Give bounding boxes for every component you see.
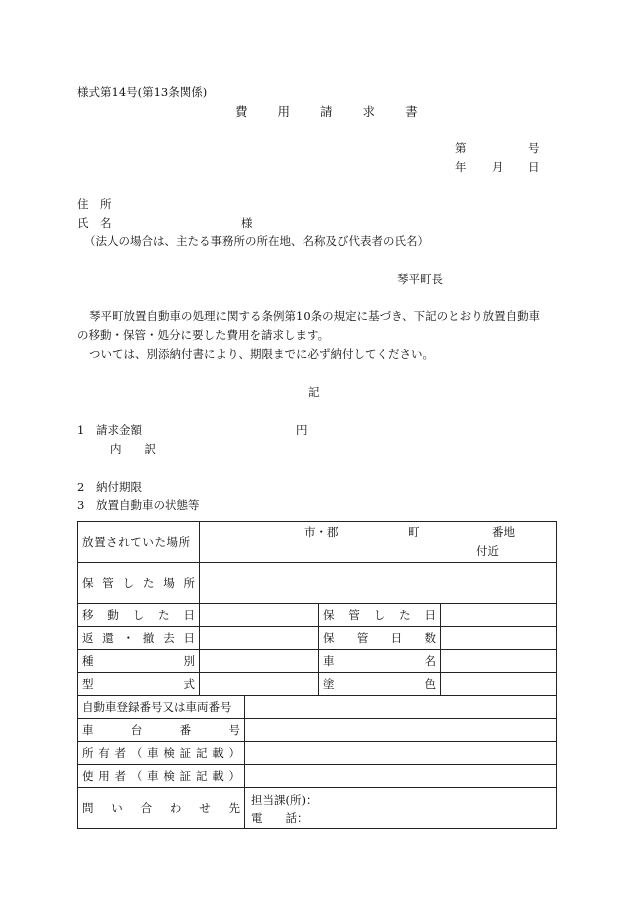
- fukin-label: 付近: [476, 544, 499, 558]
- breakdown-label: 内 訳: [110, 442, 156, 456]
- value-return-date[interactable]: [200, 627, 319, 650]
- label-paint: 塗色: [319, 673, 441, 696]
- issuer: 琴平町長: [397, 272, 443, 286]
- phone-label: 電 話：: [251, 811, 309, 825]
- town-label: 町: [408, 525, 420, 539]
- label-type: 種別: [78, 650, 200, 673]
- item-1-label: 請求金額: [96, 423, 142, 437]
- label-owner: 所有者（車検証記載）: [78, 742, 245, 765]
- value-type[interactable]: [200, 650, 319, 673]
- label-contact: 問い合わせ先: [78, 788, 245, 829]
- doc-number-prefix: 第: [455, 141, 467, 155]
- body-paragraph-1-line-1: 琴平町放置自動車の処理に関する条例第10条の規定に基づき、下記のとおり放置自動車: [89, 309, 541, 323]
- label-storage-place: 保管した場所: [78, 563, 200, 604]
- dept-label: 担当課(所)：: [251, 793, 318, 807]
- ki-heading: 記: [308, 385, 320, 399]
- banchi-label: 番地: [492, 525, 515, 539]
- body-paragraph-2: ついては、別添納付書により、期限までに必ず納付してください。: [89, 347, 434, 361]
- value-owner[interactable]: [245, 742, 557, 765]
- form-number: 様式第14号(第13条関係): [77, 85, 208, 99]
- label-return-date: 返還・撤去日: [78, 627, 200, 650]
- body-paragraph-1-line-2: の移動・保管・処分に要した費用を請求します。: [77, 328, 330, 342]
- item-3-number: 3: [77, 498, 85, 512]
- label-abandoned-place: 放置されていた場所: [78, 522, 200, 563]
- value-user[interactable]: [245, 765, 557, 788]
- document-title: 費 用 請 求 書: [235, 104, 418, 119]
- value-storage-place[interactable]: [200, 563, 557, 604]
- value-stored-date[interactable]: [441, 604, 557, 627]
- value-storage-days[interactable]: [441, 627, 557, 650]
- item-1-number: 1: [77, 423, 85, 437]
- value-contact[interactable]: [245, 788, 557, 829]
- value-reg-number[interactable]: [245, 696, 557, 719]
- label-user: 使用者（車検証記載）: [78, 765, 245, 788]
- value-chassis-number[interactable]: [245, 719, 557, 742]
- address-label: 住 所: [77, 197, 112, 211]
- name-label: 氏 名: [77, 216, 112, 230]
- label-stored-date: 保管した日: [319, 604, 441, 627]
- label-storage-days: 保管日数: [319, 627, 441, 650]
- label-car-name: 車名: [319, 650, 441, 673]
- item-2-number: 2: [77, 480, 85, 494]
- label-model: 型式: [78, 673, 200, 696]
- vehicle-status-table: [77, 521, 557, 829]
- corporation-note: （法人の場合は、主たる事務所の所在地、名称及び代表者の氏名）: [84, 234, 429, 248]
- date-day: 日: [528, 160, 540, 174]
- item-2-label: 納付期限: [96, 480, 142, 494]
- value-abandoned-place[interactable]: [200, 522, 557, 563]
- honorific: 様: [241, 216, 253, 230]
- value-model[interactable]: [200, 673, 319, 696]
- date-year: 年: [455, 160, 467, 174]
- yen-unit: 円: [296, 423, 308, 437]
- label-chassis-number: 車台番号: [78, 719, 245, 742]
- label-moved-date: 移動した日: [78, 604, 200, 627]
- city-label: 市・郡: [304, 525, 339, 539]
- value-paint[interactable]: [441, 673, 557, 696]
- doc-number-suffix: 号: [528, 141, 540, 155]
- value-car-name[interactable]: [441, 650, 557, 673]
- label-reg-number: 自動車登録番号又は車両番号: [78, 696, 245, 719]
- value-moved-date[interactable]: [200, 604, 319, 627]
- item-3-label: 放置自動車の状態等: [96, 498, 200, 512]
- date-month: 月: [492, 160, 504, 174]
